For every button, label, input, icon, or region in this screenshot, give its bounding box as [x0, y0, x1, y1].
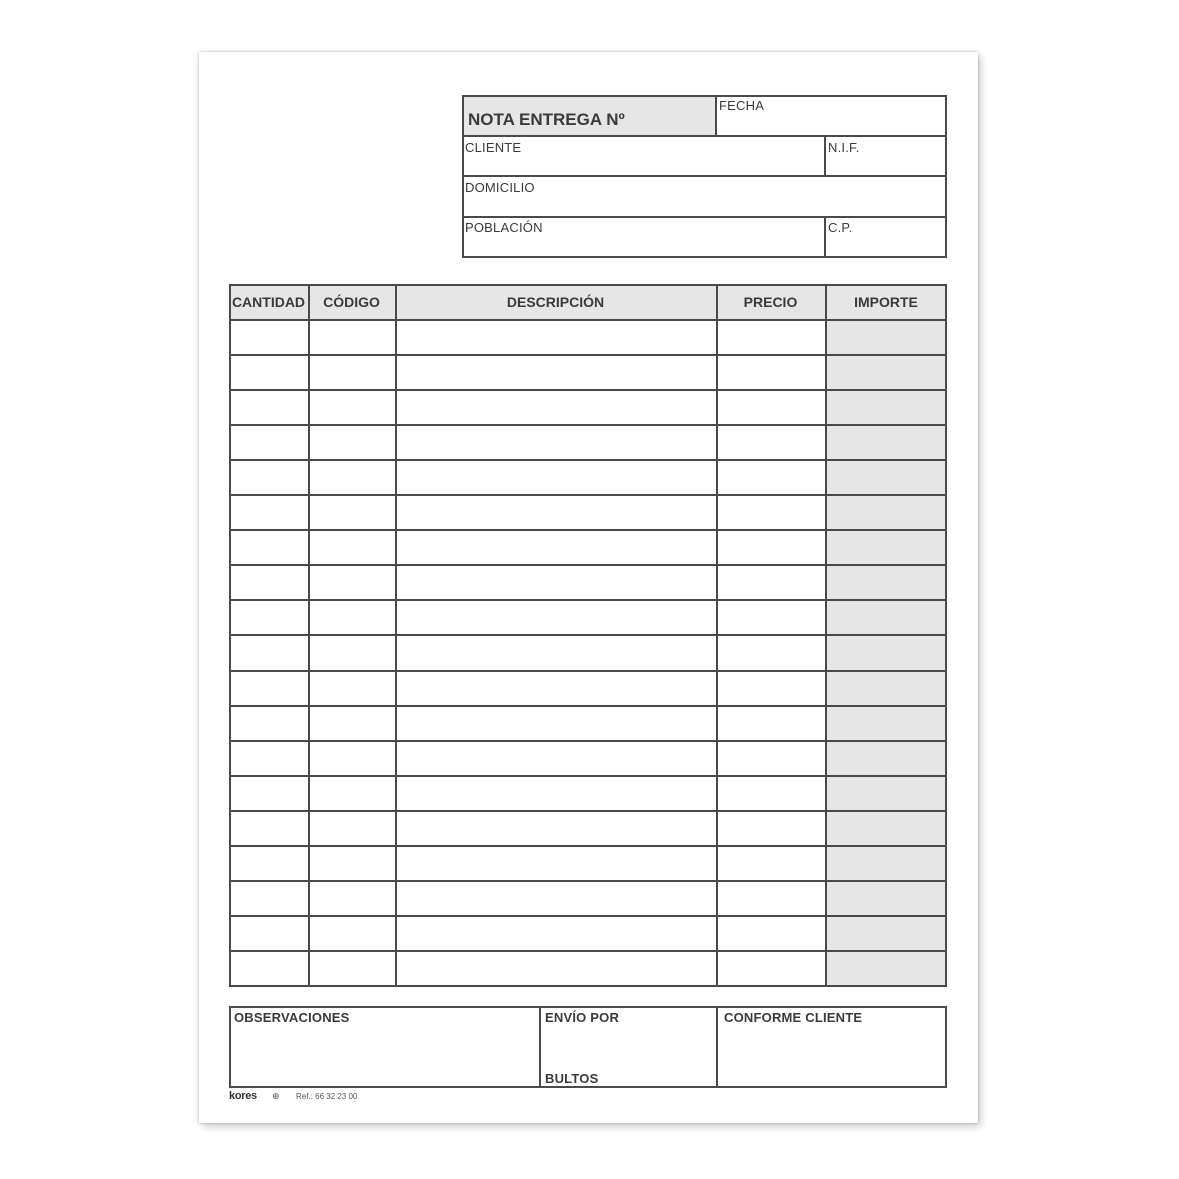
conforme-cliente-label: CONFORME CLIENTE	[724, 1010, 863, 1025]
table-row	[229, 494, 947, 529]
cliente-label: CLIENTE	[465, 140, 522, 155]
delivery-note-sheet	[199, 52, 978, 1123]
table-row	[229, 810, 947, 845]
table-row	[229, 529, 947, 564]
delivery-note-title: NOTA ENTREGA Nº	[464, 97, 715, 135]
kores-logo-icon: ⊕	[272, 1091, 280, 1101]
table-row	[229, 670, 947, 705]
table-row	[229, 705, 947, 740]
column-header-precio: PRECIO	[743, 293, 798, 310]
table-row	[229, 845, 947, 880]
nif-label: N.I.F.	[828, 140, 860, 155]
table-row	[229, 880, 947, 915]
table-row	[229, 564, 947, 599]
domicilio-label: DOMICILIO	[465, 180, 535, 195]
table-row	[229, 634, 947, 669]
poblacion-label: POBLACIÓN	[465, 220, 543, 235]
table-row	[229, 599, 947, 634]
table-row	[229, 950, 947, 985]
column-header-cantidad: CANTIDAD	[231, 293, 306, 310]
kores-logo: kores	[229, 1090, 257, 1102]
table-row	[229, 775, 947, 810]
table-row	[229, 354, 947, 389]
table-row	[229, 319, 947, 354]
envio-por-label: ENVÍO POR	[545, 1010, 620, 1025]
column-header-codigo: CÓDIGO	[323, 293, 380, 310]
bultos-label: BULTOS	[545, 1071, 599, 1086]
table-row	[229, 915, 947, 950]
table-row	[229, 459, 947, 494]
observaciones-label: OBSERVACIONES	[234, 1010, 350, 1025]
fecha-label: FECHA	[719, 98, 765, 113]
table-row	[229, 424, 947, 459]
column-header-importe: IMPORTE	[854, 293, 918, 310]
column-header-descripcion: DESCRIPCIÓN	[506, 293, 605, 310]
table-row	[229, 740, 947, 775]
table-row	[229, 389, 947, 424]
cp-label: C.P.	[828, 220, 853, 235]
reference-number: Ref.: 66 32 23 00	[296, 1092, 358, 1101]
